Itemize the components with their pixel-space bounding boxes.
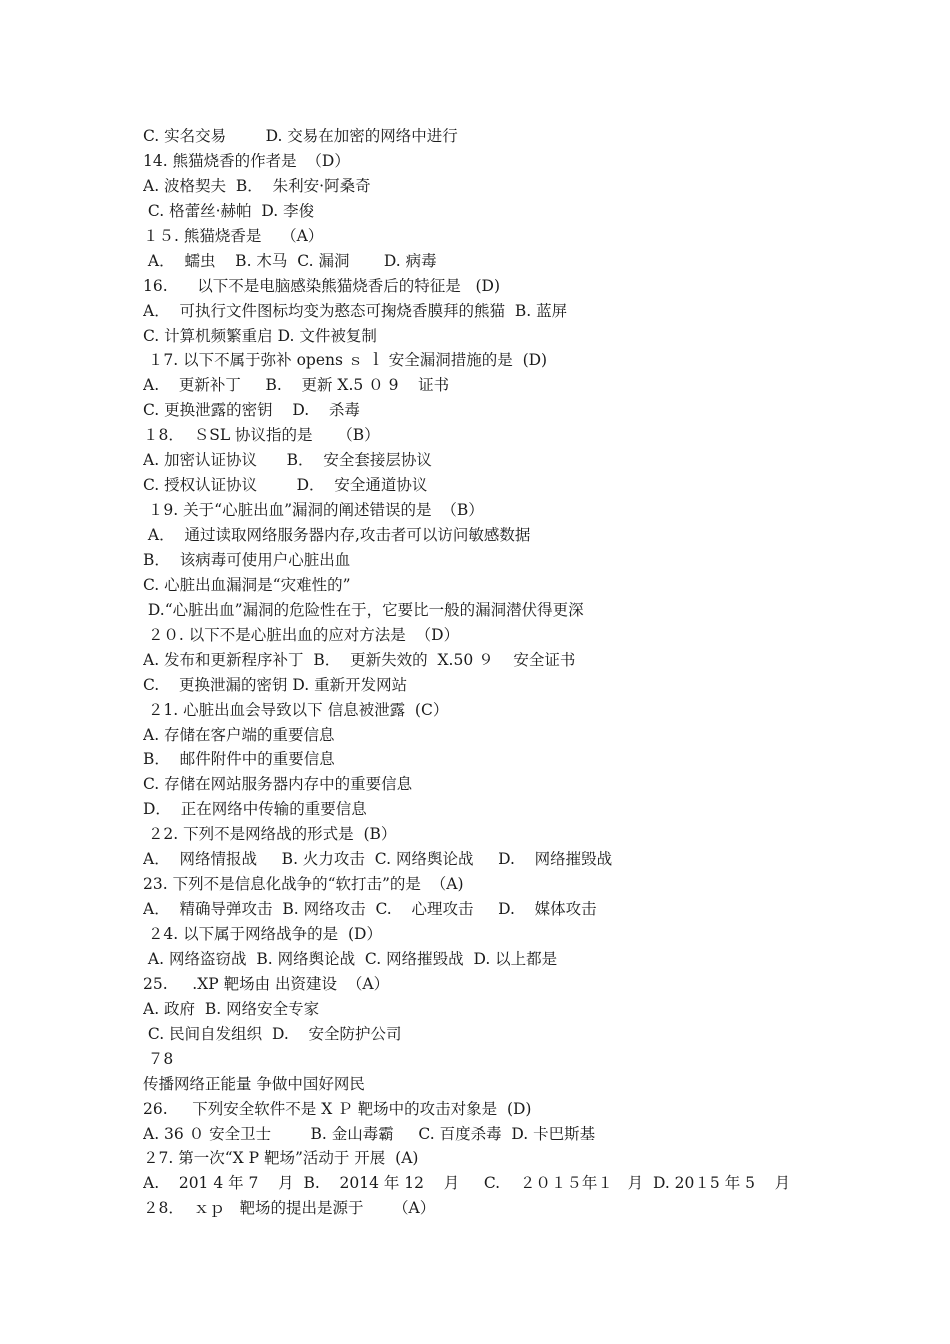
text-line: C. 授权认证协议 D． 安全通道协议	[143, 476, 428, 495]
text-line: A． 可执行文件图标均变为憨态可掬烧香膜拜的熊猫 B. 蓝屏	[143, 301, 568, 320]
text-line: １9. 关于“心脏出血”漏洞的阐述错误的是 （B）	[143, 501, 484, 520]
text-line: ２7. 第一次“X P 靶场”活动于 开展 (A)	[143, 1149, 419, 1168]
text-line: D.“心脏出血”漏洞的危险性在于，它要比一般的漏洞潜伏得更深	[143, 600, 584, 619]
text-line: ２０. 以下不是心脏出血的应对方法是 （D）	[143, 625, 460, 644]
text-line: ２4. 以下属于网络战争的是 (D）	[143, 925, 382, 943]
text-line: C. 格蕾丝·赫帕 D. 李俊	[143, 201, 315, 220]
text-line: A. 36 ０ 安全卫士 B. 金山毒霸 C. 百度杀毒 D. 卡巴斯基	[143, 1124, 596, 1143]
text-line: A． 精确导弹攻击 B. 网络攻击 C. 心理攻击 D. 媒体攻击	[143, 900, 597, 919]
text-line: A. 网络盗窃战 B. 网络舆论战 C. 网络摧毁战 D. 以上都是	[143, 949, 558, 968]
text-line: A. 加密认证协议 B． 安全套接层协议	[143, 451, 432, 470]
text-line: 25. .XP 靶场由 出资建设 （A）	[143, 974, 390, 993]
text-line: B． 邮件附件中的重要信息	[143, 750, 335, 769]
text-line: 26. 下列安全软件不是 X Ｐ 靶场中的攻击对象是 (D)	[143, 1099, 532, 1118]
text-line: A. 更新补丁 B. 更新 X.5 ０ 9 证书	[143, 376, 450, 395]
text-line: A. 政府 B. 网络安全专家	[143, 999, 320, 1018]
text-line: D． 正在网络中传输的重要信息	[143, 800, 367, 819]
text-line: C. 心脏出血漏洞是“灾难性的”	[143, 575, 351, 594]
text-line: ２8． ｘｐ 靶场的提出是源于 （A）	[143, 1199, 436, 1218]
text-line: C. 民间自发组织 D. 安全防护公司	[143, 1024, 402, 1043]
text-line: A. 发布和更新程序补丁 B． 更新失效的 X.50 ９ 安全证书	[143, 650, 576, 669]
text-line: 23. 下列不是信息化战争的“软打击”的是 （A)	[143, 875, 464, 894]
text-line: A． 蠕虫 B. 木马 C. 漏洞 D. 病毒	[143, 251, 437, 270]
text-line: ７8	[143, 1049, 174, 1068]
text-line: C. 更换泄露的密钥 D. 杀毒	[143, 401, 360, 420]
text-line: 传播网络正能量 争做中国好网民	[143, 1074, 365, 1093]
text-line: C. 计算机频繁重启 D. 文件被复制	[143, 326, 377, 345]
text-line: B． 该病毒可使用户心脏出血	[143, 550, 351, 569]
text-line: ２1. 心脏出血会导致以下 信息被泄露 (C）	[143, 700, 449, 719]
text-line: A. 存储在客户端的重要信息	[143, 725, 335, 744]
document-body	[143, 124, 923, 1221]
text-line: １５. 熊猫烧香是 （A）	[143, 226, 324, 245]
text-line: ２2. 下列不是网络战的形式是 (B）	[143, 825, 397, 844]
text-line: １7. 以下不属于弥补 opens ｓ ｌ 安全漏洞措施的是 (D)	[143, 351, 548, 370]
text-line: A． 网络情报战 B. 火力攻击 C. 网络舆论战 D. 网络摧毁战	[143, 850, 613, 869]
text-line: C. 实名交易 D. 交易在加密的网络中进行	[143, 127, 458, 145]
text-line: 14. 熊猫烧香的作者是 （D）	[143, 151, 350, 170]
text-line: 16. 以下不是电脑感染熊猫烧香后的特征是 (D)	[143, 276, 501, 295]
text-line: A． 通过读取网络服务器内存,攻击者可以访问敏感数据	[143, 526, 531, 544]
text-line: A. 波格契夫 B． 朱利安·阿桑奇	[143, 176, 371, 195]
text-line: １8． ＳSL 协议指的是 （B）	[143, 426, 380, 445]
text-line: A. 201 4 年 7 月 B. 2014 年 12 月 C. ２０１５年１ 月 D. 20１5 年 5 月	[143, 1174, 791, 1193]
text-line: C. 更换泄漏的密钥 D. 重新开发网站	[143, 675, 408, 694]
text-line: C. 存储在网站服务器内存中的重要信息	[143, 775, 413, 794]
